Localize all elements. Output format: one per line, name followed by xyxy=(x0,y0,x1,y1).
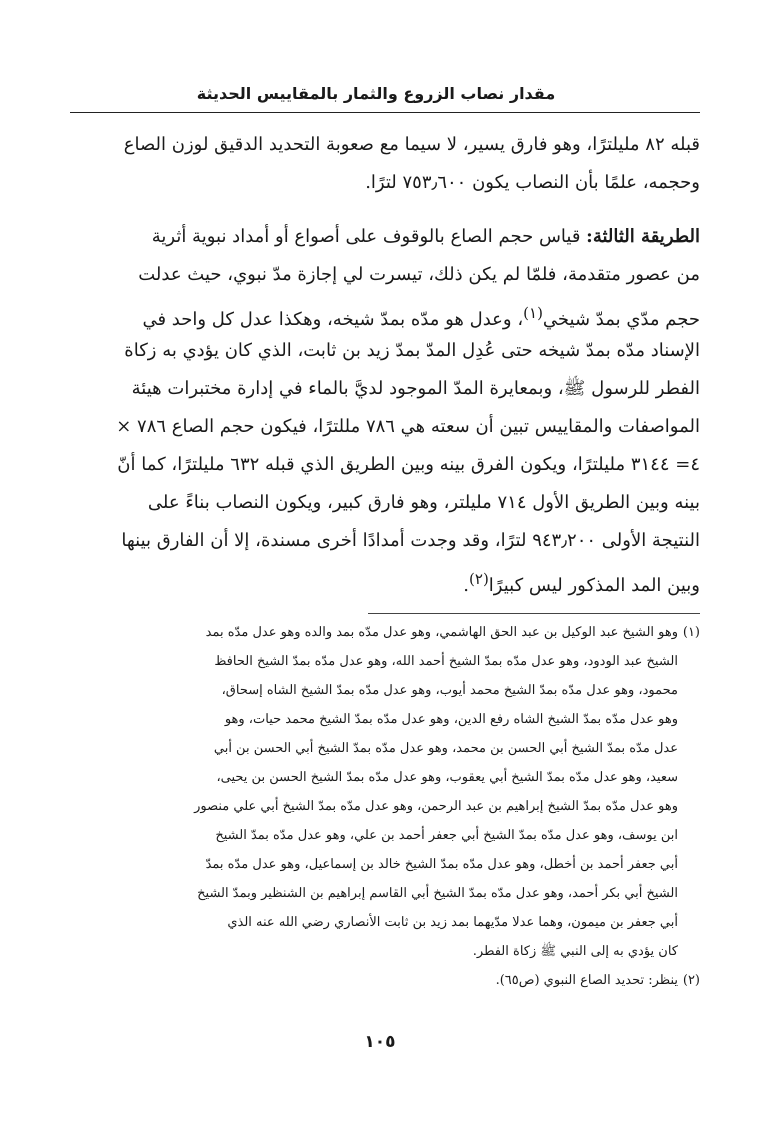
running-head: مقدار نصاب الزروع والثمار بالمقاييس الحديثة xyxy=(196,84,556,103)
footnote-2-text: ينظر: تحديد الصاع النبوي (ص٦٥). xyxy=(495,973,678,988)
footnote-1-line: وهو عدل مدّه بمدّ الشيخ إبراهيم بن عبد الرحمن، وهو عدل مدّه بمدّ الشيخ أبي علي منصور xyxy=(194,799,678,814)
paragraph-gap xyxy=(70,202,700,218)
footnote-1-line: الشيخ أبي بكر أحمد، وهو عدل مدّه بمدّ الشيخ أبي القاسم إبراهيم بن الشنظير وبمدّ الشيخ xyxy=(197,886,678,901)
footnote-1-line: كان يؤدي به إلى النبي ﷺ زكاة الفطر. xyxy=(472,944,678,959)
footnote-1-text: وهو الشيخ عبد الوكيل بن عبد الحق الهاشمي، وهو عدل مدّه بمد والده وهو عدل مدّه بمد xyxy=(205,625,678,640)
paragraph-1-line-2: وحجمه، علمًا بأن النصاب يكون ٧٥٣٫٦٠٠ لترًا. xyxy=(365,172,700,193)
footnote-1-line: وهو عدل مدّه بمدّ الشيخ الشاه رفع الدين، وهو عدل مدّه بمدّ الشيخ محمد حيات، وهو xyxy=(224,712,678,727)
footnote-1-line: الشيخ عبد الودود، وهو عدل مدّه بمدّ الشيخ أحمد الله، وهو عدل مدّه بمدّ الشيخ الحافظ xyxy=(214,654,678,669)
footnotes xyxy=(70,618,700,995)
paragraph-2-line-3 xyxy=(70,294,700,332)
paragraph-2-line-1-text: قياس حجم الصاع بالوقوف على أصواع أو أمداد نبوية أثرية xyxy=(151,226,587,247)
footnote-rule xyxy=(368,613,700,614)
section-heading: الطريقة الثالثة: xyxy=(586,226,700,247)
paragraph-2-line-9: النتيجة الأولى ٩٤٣٫٢٠٠ لترًا، وقد وجدت أمدادًا أخرى مسندة، إلا أن الفارق بينها xyxy=(121,530,700,551)
footnote-1-line: أبي جعفر بن ميمون، وهما عدلا مدّيهما بمد زيد بن ثابت الأنصاري رضي الله عنه الذي xyxy=(227,915,678,930)
paragraph-2-line-10 xyxy=(70,560,700,598)
paragraph-2-line-7: ٤= ٣١٤٤ مليلترًا، ويكون الفرق بينه وبين الطريق الذي قبله ٦٣٢ مليلترًا، كما أنّ xyxy=(117,454,700,475)
footnote-1-line: سعيد، وهو عدل مدّه بمدّ الشيخ أبي يعقوب، وهو عدل مدّه بمدّ الشيخ الحسن بن يحيى، xyxy=(216,770,678,785)
footnote-1-line: عدل مدّه بمدّ الشيخ أبي الحسن بن محمد، وهو عدل مدّه بمدّ الشيخ أبي الحسن بن أبي xyxy=(213,741,678,756)
footnote-ref-2[interactable]: (٢) xyxy=(469,570,489,588)
footnote-1-line: محمود، وهو عدل مدّه بمدّ الشيخ محمد أيوب، وهو عدل مدّه بمدّ الشيخ الشاه إسحاق، xyxy=(221,683,678,698)
paragraph-2-line-3-text-a: حجم مدّي بمدّ شيخي xyxy=(542,309,700,330)
paragraph-2-line-5: الفطر للرسول ﷺ، وبمعايرة المدّ الموجود لديَّ بالماء في إدارة مختبرات هيئة xyxy=(131,378,700,399)
paragraph-2-line-1 xyxy=(70,218,700,256)
footnote-2-line xyxy=(70,966,700,995)
footnote-1-line: أبي جعفر أحمد بن أخطل، وهو عدل مدّه بمدّ الشيخ خالد بن إسماعيل، وهو عدل مدّه بمدّ xyxy=(205,857,678,872)
paragraph-2-line-6: المواصفات والمقاييس تبين أن سعته هي ٧٨٦ مللترًا، فيكون حجم الصاع ٧٨٦ × xyxy=(116,416,700,437)
main-text xyxy=(70,126,700,598)
paragraph-2-line-3-text-b: ، وعدل هو مدّه بمدّ شيخه، وهكذا عدل كل واحد في xyxy=(142,309,524,330)
paragraph-2-line-2: من عصور متقدمة، فلمّا لم يكن ذلك، تيسرت لي إجازة مدّ نبوي، حيث عدلت xyxy=(138,264,700,285)
page-number: ١٠٥ xyxy=(364,1032,396,1052)
footnote-ref-1[interactable]: (١) xyxy=(523,304,543,322)
footnote-1-line xyxy=(70,618,700,647)
footnote-1-number: (١) xyxy=(682,625,700,640)
paragraph-1-line-1: قبله ٨٢ مليلترًا، وهو فارق يسير، لا سيما مع صعوبة التحديد الدقيق لوزن الصاع xyxy=(123,134,700,155)
footnote-2-number: (٢) xyxy=(682,973,700,988)
paragraph-2-line-4: الإسناد مدّه بمدّ شيخه حتى عُدِل المدّ بمدّ زيد بن ثابت، الذي كان يؤدي به زكاة xyxy=(124,340,700,361)
footnote-1-line: ابن يوسف، وهو عدل مدّه بمدّ الشيخ أبي جعفر أحمد بن علي، وهو عدل مدّه بمدّ الشيخ xyxy=(215,828,678,843)
header-rule xyxy=(70,112,700,113)
paragraph-2-line-10-text-b: . xyxy=(463,575,470,596)
paragraph-2-line-10-text-a: وبين المد المذكور ليس كبيرًا xyxy=(488,575,700,596)
paragraph-2-line-8: بينه وبين الطريق الأول ٧١٤ مليلتر، وهو فارق كبير، ويكون النصاب بناءً على xyxy=(147,492,700,513)
